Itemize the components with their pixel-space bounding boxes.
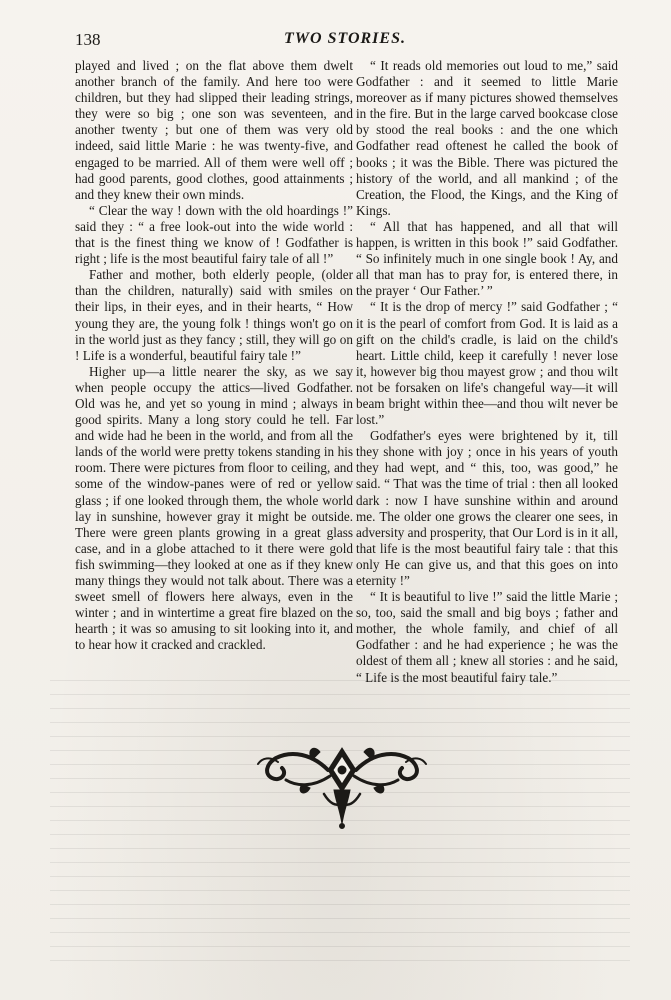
running-head: TWO STORIES. — [284, 30, 406, 47]
paragraph: Godfather's eyes were brightened by it, till they shone with joy ; once in his years of youth they had wept, and “ this, too, was good,” he said. “ That was the time of trial : then all looked dark : now I have sunshine within and around me. The older one grows the clearer one sees, in adversity and prosperity, that Our Lord is in it all, that life is the most beautiful fairy tale : that this only He can give us, and that this goes on into eternity !” — [356, 428, 618, 588]
paragraph: played and lived ; on the flat above them dwelt another branch of the family. And here too were children, but they had slipped their leading strings, they were so big ; one son was seventeen, and another twenty ; but one of them was very old indeed, said little Marie : he was twenty-five, and engaged to be married. All of them were well off ; had good parents, good clothes, good attainments ; and they knew their own minds. — [75, 58, 353, 202]
page-number: 138 — [75, 30, 101, 49]
paragraph: Father and mother, both elderly people, (older than the children, naturally) said with smiles on their lips, in their eyes, and in their hearts, “ How young they are, the young folk ! things won't go on in the world just as they fancy ; still, they will go on ! Life is a wonderful, beautiful fairy tale !” — [75, 267, 353, 363]
floral-tailpiece-ornament-icon — [252, 740, 432, 830]
right-column — [356, 58, 618, 686]
paragraph: “ It is beautiful to live !” said the little Marie ; so, too, said the small and big boys ; father and mother, the whole family, and chief of all Godfather : and he had experience ; he was the oldest of them all ; knew all stories : and he said, “ Life is the most beautiful fairy tale.” — [356, 589, 618, 685]
paragraph: “ It reads old memories out loud to me,” said Godfather : and it seemed to little Marie moreover as if many pictures showed themselves in the fire. But in the large carved bookcase close by stood the real books : and the one which Godfather read oftenest he called the book of books ; it was the Bible. There was pictured the history of the world, and all mankind ; of the Creation, the Flood, the Kings, and the King of Kings. — [356, 58, 618, 218]
page-header — [75, 30, 615, 54]
paragraph: “ It is the drop of mercy !” said Godfather ; “ it is the pearl of comfort from God. It is laid as a gift on the child's cradle, is laid on the child's heart. Little child, keep it carefully ! never lose it, however big thou mayest grow ; and thou wilt not be forsaken on life's changeful way—it will beam bright within thee—and thou wilt never be lost.” — [356, 299, 618, 428]
paragraph: “ Clear the way ! down with the old hoardings !” said they : “ a free look-out into the wide world : that is the finest thing we know of ! Godfather is right ; life is the most beautiful fairy tale of all !” — [75, 202, 353, 267]
paragraph: “ All that has happened, and all that will happen, is written in this book !” said Godfather. “ So infinitely much in one single book ! Ay, and all that man has to pray for, is entered there, in the prayer ‘ Our Father.’ ” — [356, 218, 618, 299]
paragraph: Higher up—a little nearer the sky, as we say when people occupy the attics—lived Godfather. Old was he, and yet so young in mind ; always in good spirits. Many a long story could he tell. Far and wide had he been in the world, and from all the lands of the world were pretty tokens standing in his room. There were pictures from floor to ceiling, and some of the window-panes were of red or yellow glass ; if one looked through them, the whole world lay in sunshine, however gray it might be outside. There were green plants growing in a great glass case, and in a globe attached to it there were gold fish swimming—they looked at one as if they knew many things they would not talk about. There was a sweet smell of flowers here always, even in the winter ; and in wintertime a great fire blazed on the hearth ; it was so amusing to sit looking into it, and to hear how it cracked and crackled. — [75, 363, 353, 653]
left-column — [75, 58, 353, 653]
